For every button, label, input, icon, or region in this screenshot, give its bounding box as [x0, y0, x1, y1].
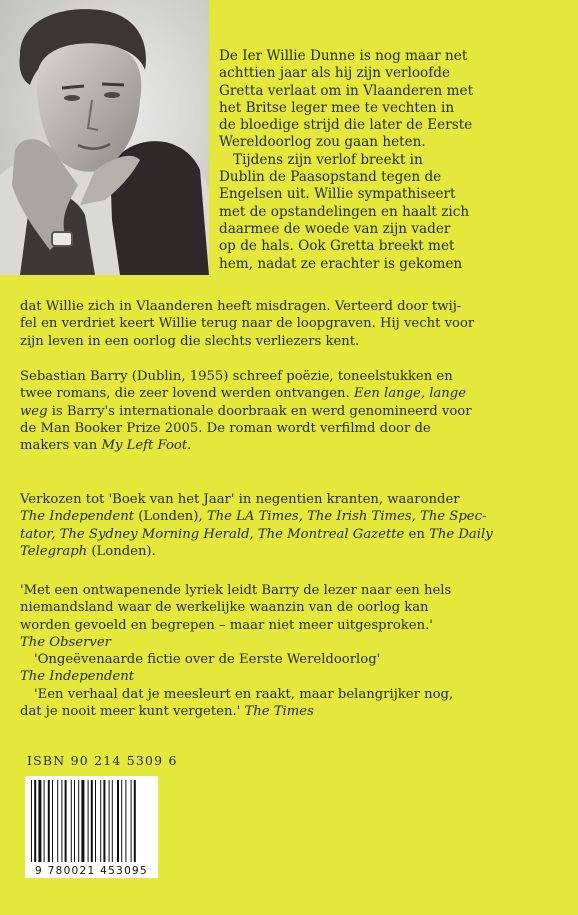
barcode-bar — [57, 780, 58, 862]
intro-text-continued — [20, 298, 474, 350]
barcode-bar — [125, 780, 126, 862]
barcode-bar — [88, 780, 89, 862]
book-title: weg — [20, 403, 48, 419]
barcode-bar — [121, 780, 122, 862]
text-line: daarmee de woede van zijn vader — [219, 220, 451, 237]
text-line: de Man Booker Prize 2005. De roman wordt verfilmd door de — [20, 420, 431, 436]
newspaper-name: The Daily — [429, 526, 493, 542]
quote-source: The Observer — [20, 634, 111, 650]
barcode-bar — [31, 780, 32, 862]
quote-line: niemandsland waar de werkelijke waanzin van de oorlog kan — [20, 600, 429, 616]
barcode-bars — [25, 776, 158, 865]
text-span: (Londen). — [91, 543, 156, 559]
text-line: Engelsen uit. Willie sympathiseert — [219, 186, 456, 203]
text-line — [20, 403, 472, 420]
newspaper-name: tator, The Sydney Morning Herald, The Montreal Gazette — [20, 526, 405, 542]
text-line: achttien jaar als hij zijn verloofde — [219, 65, 451, 82]
quote-source: The Times — [244, 704, 314, 720]
barcode-bar — [44, 780, 45, 862]
newspaper-name: Telegraph — [20, 543, 88, 559]
quote-line: 'Ongeëvenaarde fictie over de Eerste Wereldoorlog' — [34, 652, 381, 668]
quote-line: 'Een verhaal dat je meesleurt en raakt, maar belangrijker nog, — [34, 686, 454, 702]
film-title: My Left Foot. — [101, 438, 192, 454]
text-line: Gretta verlaat om in Vlaanderen met — [219, 82, 474, 99]
selection-text — [20, 491, 493, 560]
text-line — [20, 526, 493, 543]
text-span: en — [408, 526, 425, 542]
text-line — [20, 385, 472, 402]
text-line — [20, 437, 472, 454]
barcode-bar — [52, 780, 53, 862]
barcode-bar — [103, 780, 105, 862]
quote-line: worden gevoeld en begrepen – maar niet meer uitgesproken.' — [20, 617, 433, 633]
barcode-bar — [134, 780, 136, 862]
quote-source: The Independent — [20, 669, 135, 685]
isbn-number: ISBN 90 214 5309 6 — [27, 753, 178, 768]
text-span: twee romans, die zeer lovend werden ontvangen. — [20, 386, 350, 402]
text-line: Verkozen tot 'Boek van het Jaar' in negentien kranten, waaronder — [20, 492, 460, 507]
text-line: met de opstandelingen en haalt zich — [219, 203, 470, 220]
book-title: Een lange, lange — [353, 386, 467, 402]
text-line — [20, 508, 493, 525]
barcode-bar — [74, 780, 75, 862]
barcode-digits: 9 780021 453095 — [34, 865, 149, 877]
barcode-bar — [81, 780, 84, 862]
quote-line — [20, 703, 453, 720]
barcode-bar — [117, 780, 119, 862]
barcode-bar — [100, 780, 101, 862]
barcode-bar — [34, 780, 36, 862]
newspaper-name: The Independent — [20, 509, 135, 525]
quote-line: 'Met een ontwapenende lyriek leidt Barry de lezer naar een hels — [20, 583, 452, 598]
text-line: zijn leven in een oorlog die slechts verliezers kent. — [20, 333, 360, 349]
author-photo — [0, 0, 209, 275]
intro-text — [219, 48, 473, 273]
text-line: de bloedige strijd die later de Eerste — [219, 117, 473, 134]
barcode-bar — [38, 780, 41, 862]
text-span: is Barry's internationale doorbraak en werd genomineerd voor — [51, 403, 472, 419]
barcode-bar — [65, 780, 67, 862]
barcode-bar — [91, 780, 93, 862]
barcode-bar — [78, 780, 79, 862]
barcode-bar — [48, 780, 50, 862]
barcode-bar — [71, 780, 72, 862]
newspaper-name: The LA Times, The Irish Times, The Spec- — [206, 509, 487, 525]
barcode-bar — [131, 780, 132, 862]
barcode-bar — [109, 780, 110, 862]
text-line: De Ier Willie Dunne is nog maar net — [219, 48, 468, 64]
barcode-bar — [61, 780, 62, 862]
barcode-bar — [95, 780, 96, 862]
barcode-bar — [112, 780, 113, 862]
text-line: Sebastian Barry (Dublin, 1955) schreef poëzie, toneelstukken en — [20, 369, 453, 384]
text-line: op de hals. Ook Gretta breekt met — [219, 238, 455, 255]
text-line: Tijdens zijn verlof breekt in — [233, 151, 423, 168]
press-quotes — [20, 582, 453, 720]
text-line: Dublin de Paasopstand tegen de — [219, 169, 442, 186]
barcode — [25, 776, 158, 878]
text-line: hem, nadat ze erachter is gekomen — [219, 255, 463, 272]
text-line — [20, 543, 493, 560]
author-bio — [20, 368, 472, 454]
text-span: (Londen), — [138, 509, 203, 525]
text-line: Wereldoorlog zou gaan heten. — [219, 134, 426, 151]
text-span: makers van — [20, 438, 98, 454]
text-line: fel en verdriet keert Willie terug naar de loopgraven. Hij vecht voor — [20, 316, 475, 332]
text-line: het Britse leger mee te vechten in — [219, 99, 455, 116]
text-line: dat Willie zich in Vlaanderen heeft misdragen. Verteerd door twij- — [20, 299, 462, 314]
text-span: dat je nooit meer kunt vergeten.' — [20, 704, 241, 720]
